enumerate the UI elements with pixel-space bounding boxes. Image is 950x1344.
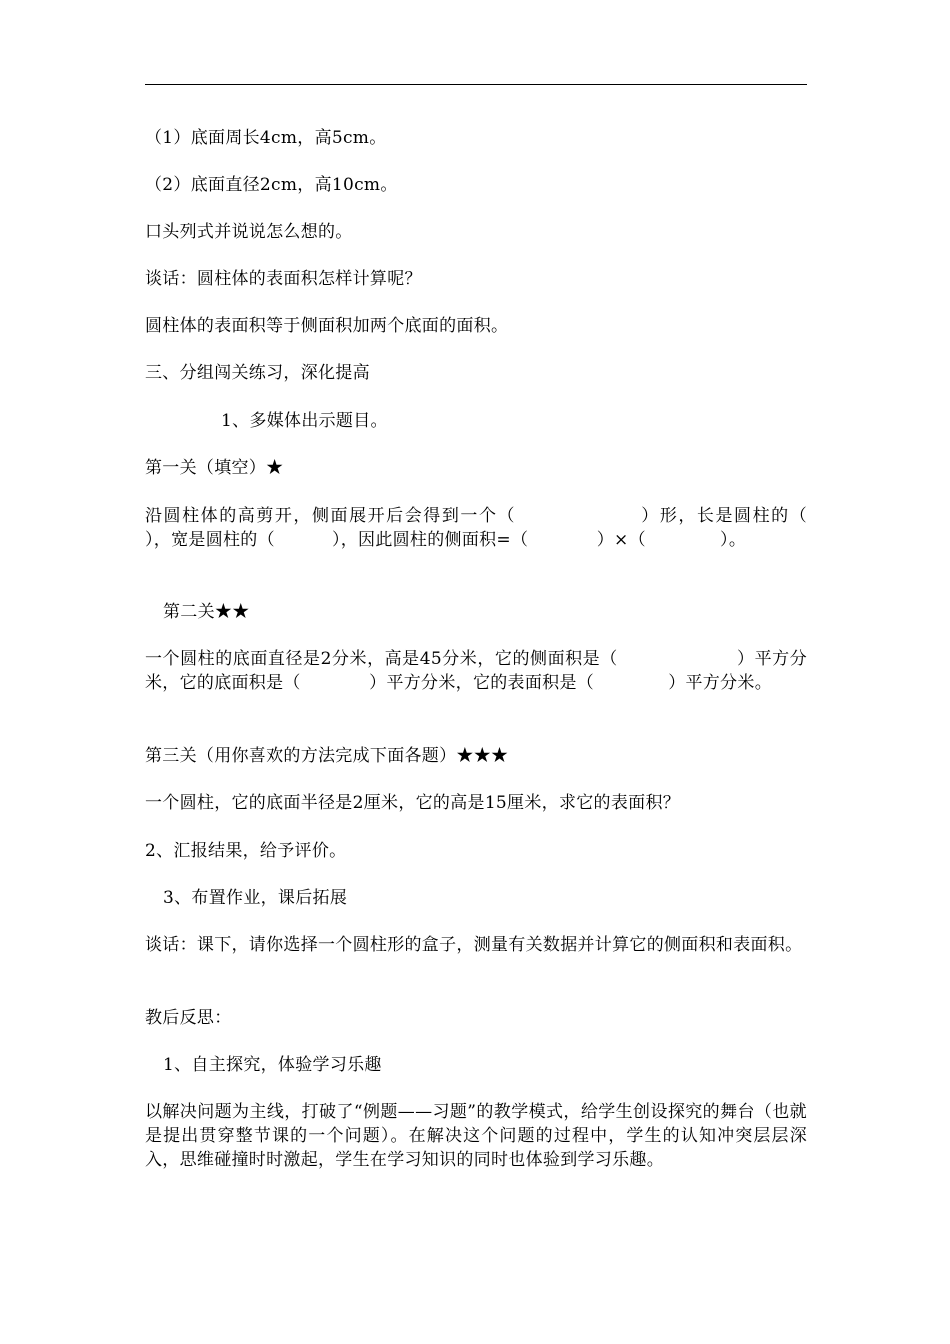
text-line-3: 口头列式并说说怎么想的。 bbox=[145, 222, 353, 242]
level-1-heading: 第一关（填空）★ bbox=[145, 458, 284, 478]
text-line-2: （2）底面直径2cm，高10cm。 bbox=[145, 175, 398, 195]
step-3: 3、布置作业，课后拓展 bbox=[163, 888, 348, 908]
section-heading-3: 三、分组闯关练习，深化提高 bbox=[145, 363, 370, 383]
level-2-question: 一个圆柱的底面直径是2分米，高是45分米，它的侧面积是（ ）平方分米，它的底面积是（ ）平方分米，它的表面积是（ ）平方分米。 bbox=[145, 649, 807, 693]
level-1-question: 沿圆柱体的高剪开，侧面展开后会得到一个（ ）形，长是圆柱的（ ），宽是圆柱的（ ），因此圆柱的侧面积=（ ）×（ ）。 bbox=[145, 506, 876, 550]
level-2-heading: 第二关★★ bbox=[163, 602, 250, 622]
reflection-paragraph: 以解决问题为主线，打破了“例题——习题”的教学模式，给学生创设探究的舞台（也就是提出贯穿整节课的一个问题）。在解决这个问题的过程中，学生的认知冲突层层深入，思维碰撞时时激起，学生在学习知识的同时也体验到学习乐趣。 bbox=[145, 1102, 807, 1170]
text-line-5: 圆柱体的表面积等于侧面积加两个底面的面积。 bbox=[145, 316, 509, 336]
header-rule bbox=[145, 84, 807, 85]
text-line-1: （1）底面周长4cm，高5cm。 bbox=[145, 128, 387, 148]
reflection-point-1: 1、自主探究，体验学习乐趣 bbox=[163, 1055, 382, 1075]
homework-text: 谈话：课下，请你选择一个圆柱形的盒子，测量有关数据并计算它的侧面积和表面积。 bbox=[145, 935, 803, 955]
level-3-question: 一个圆柱，它的底面半径是2厘米，它的高是15厘米，求它的表面积？ bbox=[145, 793, 681, 813]
text-line-4: 谈话：圆柱体的表面积怎样计算呢？ bbox=[145, 269, 422, 289]
reflection-heading: 教后反思： bbox=[145, 1008, 232, 1028]
step-1: 1、多媒体出示题目。 bbox=[221, 411, 388, 431]
step-2: 2、汇报结果，给予评价。 bbox=[145, 841, 347, 861]
level-3-heading: 第三关（用你喜欢的方法完成下面各题）★★★ bbox=[145, 746, 509, 766]
